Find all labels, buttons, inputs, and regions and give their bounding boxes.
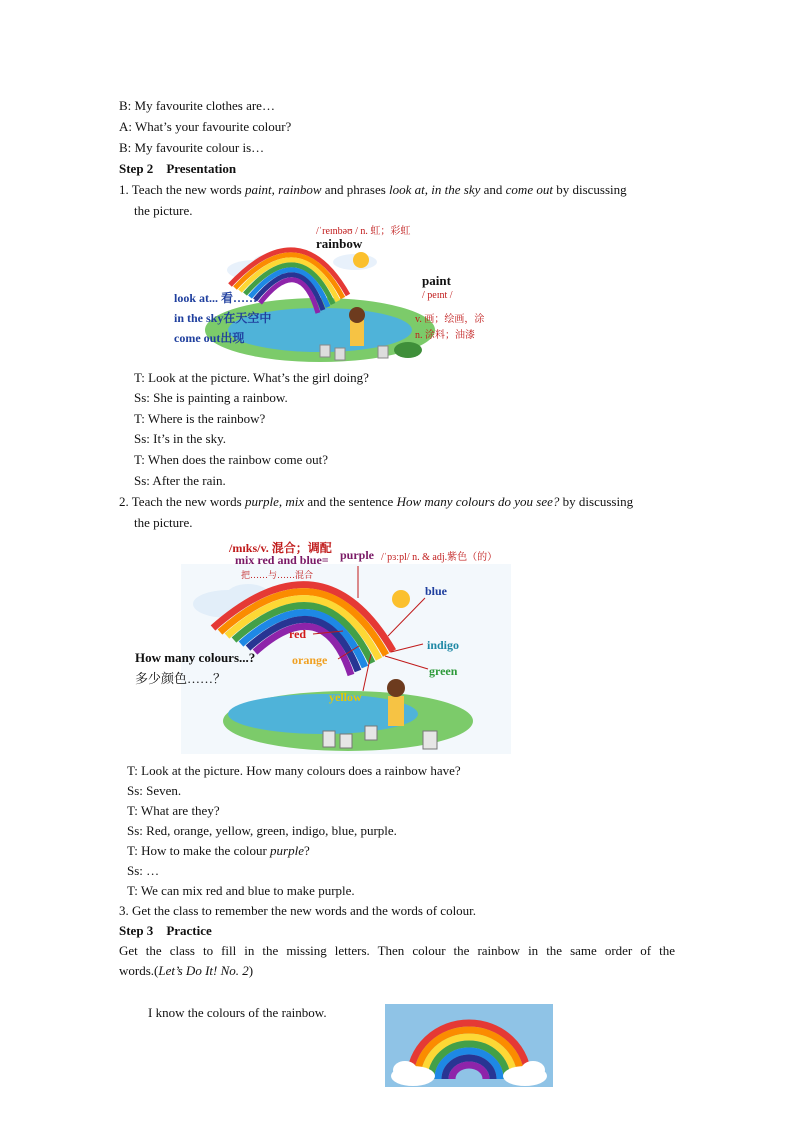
item2-words: purple, mix [244,494,305,509]
dialogue-line: Ss: … [127,863,160,878]
know-colours: I know the colours of the rainbow. [148,1005,327,1020]
look-at-label: look at... 看…… [174,291,258,305]
paint-verb: v. 画；绘画，涂 [415,314,485,325]
item1-line2: the picture. [134,203,193,218]
dialogue-line: T: What are they? [127,803,220,818]
step2-label: Step 2 [119,161,154,176]
dialogue-line: T: Look at the picture. What’s the girl doing? [134,370,369,385]
practice-post: ) [248,963,254,978]
colour-yellow: yellow [329,690,362,704]
dialogue-line: T: Where is the rainbow? [134,411,266,426]
colour-red: red [289,627,307,641]
practice-line1: Get the class to fill in the missing letters. Then colour the rainbow in the same order of the [119,943,675,958]
dialogue-line: Ss: She is painting a rainbow. [134,390,288,405]
rainbow-photo [385,1004,553,1087]
item2-mid: and the sentence [304,494,397,509]
rainbow-word: rainbow [316,236,363,251]
mix-cn: 把……与……混合 [241,570,314,580]
item2-line2: the picture. [134,515,193,530]
item1-words: paint, rainbow [244,182,322,197]
rainbow-photo-illustration [385,1004,553,1087]
figure-rainbow-colours [133,536,513,758]
dialogue-line: A: What’s your favourite colour? [119,119,292,134]
step2-heading [119,161,236,177]
step3-heading [119,923,212,939]
how-many-label: How many colours...? [135,650,256,665]
item2-sentence: How many colours do you see? [396,494,560,509]
dialogue-q-purple: purple [270,843,304,858]
item1-pre: 1. Teach the new words [119,182,245,197]
item1-mid: and phrases [321,182,390,197]
colour-green: green [429,664,458,678]
item1-and: and [480,182,506,197]
practice-pre: words.( [119,963,159,978]
paint-word: paint [422,273,451,288]
come-out-label: come out出现 [174,331,245,345]
paint-phonetic: / peɪnt / [422,290,453,301]
step2-title: Presentation [166,161,237,176]
figure-rainbow-painting [170,220,500,365]
item1-phrase2: come out [505,182,553,197]
dialogue-line: Ss: Red, orange, yellow, green, indigo, blue, purple. [127,823,397,838]
colour-indigo: indigo [427,638,460,652]
item3: 3. Get the class to remember the new words and the words of colour. [119,903,477,918]
step3-title: Practice [166,923,212,938]
dialogue-line: B: My favourite clothes are… [119,98,275,113]
how-many-cn: 多少颜色……？ [135,671,227,686]
item2-post: by discussing [559,494,634,509]
dialogue-q-mark: ? [304,843,310,858]
dialogue-line [127,843,310,859]
item1-line1 [119,182,627,198]
practice-ref: Let’s Do It! No. 2 [158,963,249,978]
item2-pre: 2. Teach the new words [119,494,245,509]
paint-noun: n. 涂料；油漆 [415,330,475,341]
dialogue-line: Ss: After the rain. [134,473,226,488]
mix-line: mix red and blue= [235,553,329,567]
colour-blue: blue [425,584,448,598]
purple-word: purple [340,548,375,562]
mix-phonetic: /mɪks/v. 混合；调配 [229,541,332,555]
item2-line1 [119,494,633,510]
dialogue-line: T: Look at the picture. How many colours does a rainbow have? [127,763,461,778]
dialogue-line: Ss: It’s in the sky. [134,431,226,446]
dialogue-line: Ss: Seven. [127,783,182,798]
in-sky-label: in the sky在天空中 [174,311,272,325]
item1-post: by discussing [552,182,627,197]
rainbow-phonetic: /ˈreɪnbəʊ / n. 虹；彩虹 [316,226,411,237]
practice-line2 [119,963,253,979]
dialogue-line: T: We can mix red and blue to make purple. [127,883,355,898]
dialogue-line: B: My favourite colour is… [119,140,265,155]
item1-phrases: look at, in the sky [389,182,481,197]
step3-label: Step 3 [119,923,154,938]
dialogue-q-pre: T: How to make the colour [127,843,271,858]
colour-orange: orange [292,653,328,667]
purple-phonetic: /ˈpɜːpl/ n. & adj.紫色（的） [381,552,498,563]
dialogue-line: T: When does the rainbow come out? [134,452,329,467]
